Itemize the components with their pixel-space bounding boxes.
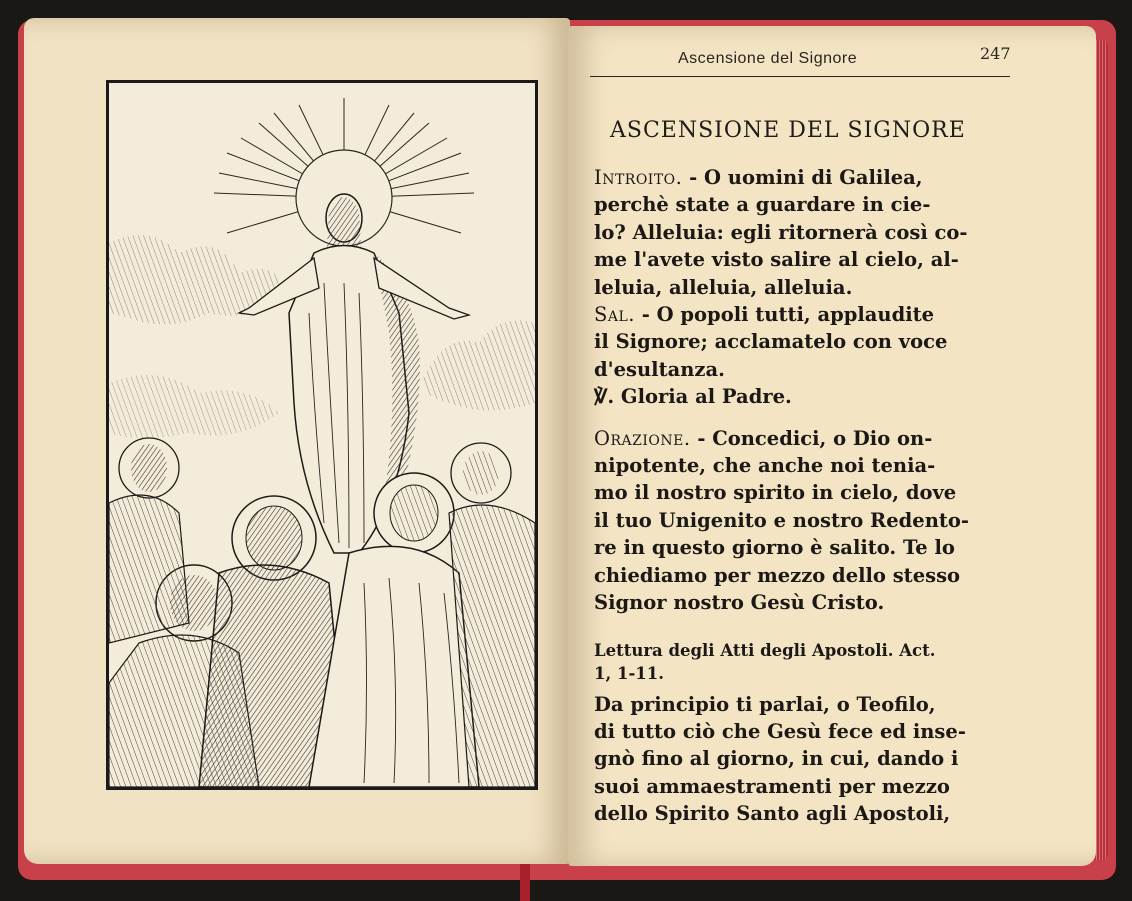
orazione-line: il tuo Unigenito e nostro Redento- (594, 508, 969, 532)
chapter-title: ASCENSIONE DEL SIGNORE (610, 118, 966, 143)
salmo-line: il Signore; acclamatelo con voce (594, 330, 948, 354)
introito-label: Introito. (594, 166, 683, 189)
lettura-text (594, 691, 1024, 828)
salmo-section (594, 301, 1024, 411)
orazione-line: Signor nostro Gesù Cristo. (594, 591, 885, 615)
salmo-line: d'esultanza. (594, 357, 725, 381)
running-head: Ascensione del Signore (678, 50, 858, 67)
versicle: ℣. Gloria al Padre. (594, 385, 792, 409)
introito-line: me l'avete visto salire al cielo, al- (594, 248, 959, 272)
lettura-heading (594, 639, 1024, 685)
spacer (594, 411, 1024, 425)
introito-line: perchè state a guardare in cie- (594, 193, 931, 217)
lettura-line: dello Spirito Santo agli Apostoli, (594, 802, 951, 826)
introito-section (594, 164, 1024, 301)
salmo-line: - O popoli tutti, applaudite (634, 303, 935, 327)
introito-line: leluia, alleluia, alleluia. (594, 275, 853, 299)
ascension-illustration (106, 80, 538, 790)
orazione-line: chiediamo per mezzo dello stesso (594, 563, 961, 587)
page-number: 247 (980, 44, 1011, 63)
salmo-label: Sal. (594, 303, 635, 327)
spacer (594, 617, 1024, 639)
ribbon-bookmark (520, 862, 530, 901)
orazione-line: mo il nostro spirito in cielo, dove (594, 481, 957, 505)
lettura-line: gnò fino al giorno, in cui, dando i (594, 747, 959, 771)
orazione-line: nipotente, che anche noi tenia- (594, 454, 936, 478)
mass-text (594, 164, 1024, 828)
orazione-label: Orazione. (594, 426, 691, 450)
introito-line: lo? Alleluia: egli ritornerà così co- (594, 220, 968, 244)
lettura-heading-line: Lettura degli Atti degli Apostoli. Act. (594, 640, 936, 660)
orazione-line: re in questo giorno è salito. Te lo (594, 536, 955, 560)
page-edges (1094, 40, 1108, 860)
lettura-line: suoi ammaestramenti per mezzo (594, 774, 950, 798)
lettura-heading-line: 1, 1-11. (594, 663, 665, 683)
lettura-line: di tutto ciò che Gesù fece ed inse- (594, 719, 966, 743)
orazione-line: - Concedici, o Dio on- (690, 426, 933, 450)
introito-line: - O uomini di Galilea, (682, 166, 923, 189)
orazione-section (594, 425, 1024, 617)
header-rule (590, 76, 1010, 77)
lettura-line: Da principio ti parlai, o Teofilo, (594, 692, 936, 716)
